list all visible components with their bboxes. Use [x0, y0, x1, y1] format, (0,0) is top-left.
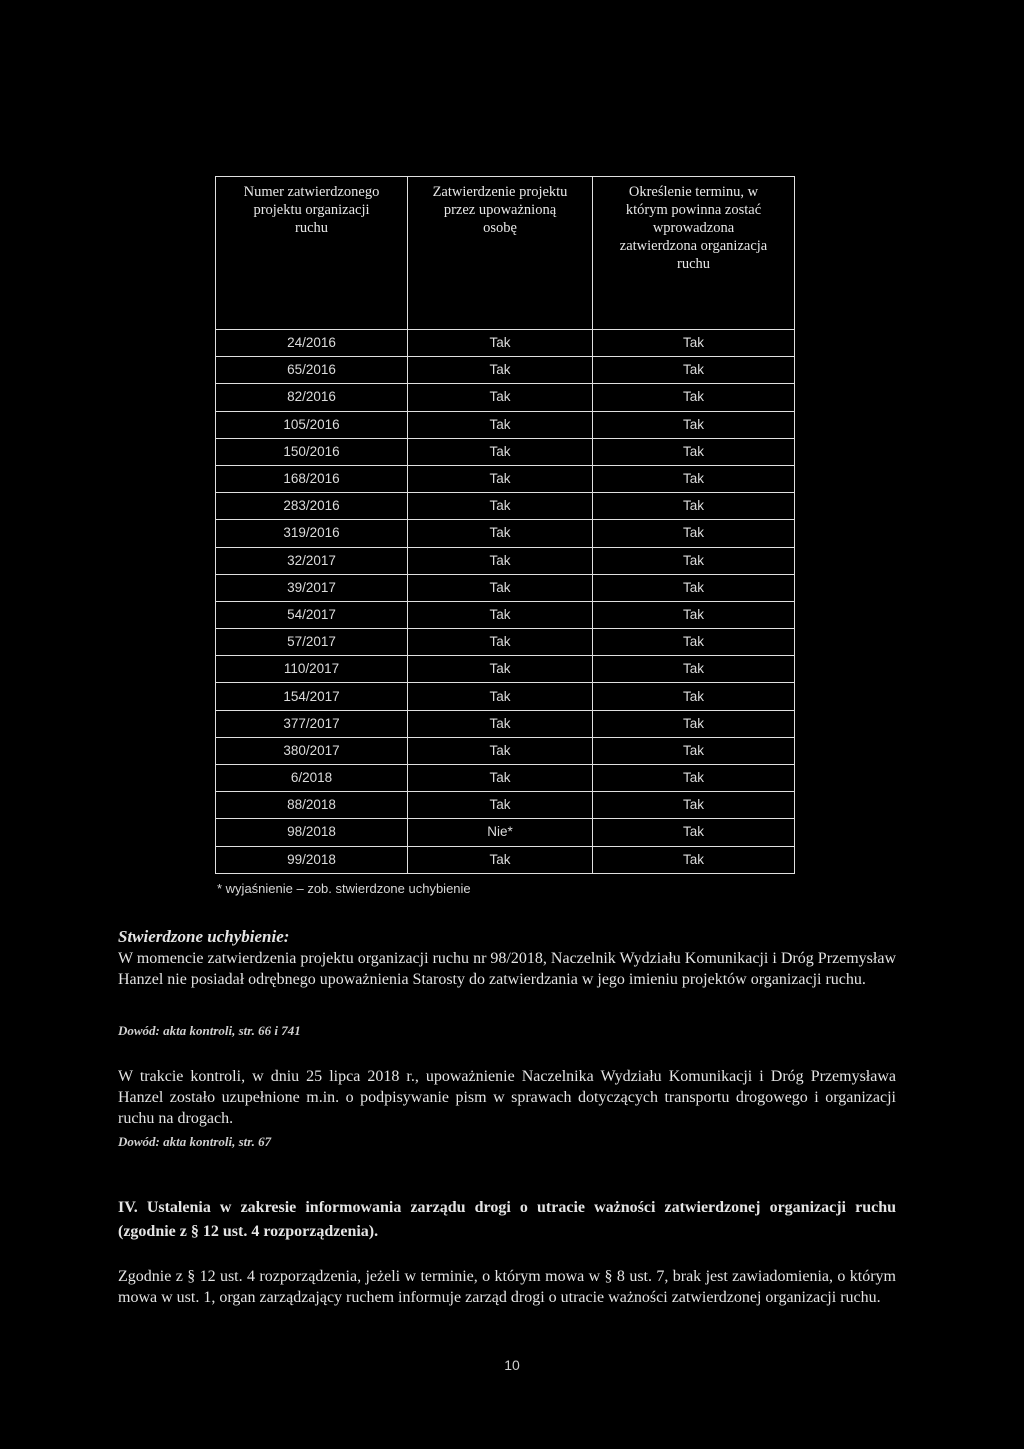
header-line: Zatwierdzenie projektu	[432, 184, 568, 200]
header-line: ruchu	[294, 220, 328, 236]
cell-approved: Tak	[408, 547, 593, 574]
cell-deadline-set: Tak	[593, 792, 795, 819]
header-cell-deadline	[593, 177, 795, 330]
cell-approved: Tak	[408, 601, 593, 628]
cell-deadline-set: Tak	[593, 384, 795, 411]
table-row	[216, 846, 795, 873]
header-line: osobę	[483, 220, 517, 236]
cell-project-number: 6/2018	[216, 765, 408, 792]
table-row	[216, 384, 795, 411]
table-row	[216, 547, 795, 574]
remedy-evidence: Dowód: akta kontroli, str. 67	[118, 1134, 272, 1149]
header-cell-number	[216, 177, 408, 330]
table-row	[216, 601, 795, 628]
finding-paragraph: W momencie zatwierdzenia projektu organizacji ruchu nr 98/2018, Naczelnik Wydziału Komunikacji i Dróg Przemysław Hanzel nie posiadał odrębnego upoważnienia Starosty do zatwierdzania w jego imieniu projektów organizacji ruchu.	[118, 950, 896, 988]
header-line: Numer zatwierdzonego	[243, 184, 380, 200]
cell-project-number: 98/2018	[216, 819, 408, 846]
remedy-paragraph: W trakcie kontroli, w dniu 25 lipca 2018 r., upoważnienie Naczelnika Wydziału Komunikacji i Dróg Przemysława Hanzel zostało uzupełnione m.in. o podpisywanie pism w sprawach dotyczących transportu drogowego i organizacji ruchu na drogach.	[118, 1068, 896, 1127]
cell-deadline-set: Tak	[593, 819, 795, 846]
cell-approved: Tak	[408, 465, 593, 492]
cell-approved: Tak	[408, 629, 593, 656]
cell-deadline-set: Tak	[593, 656, 795, 683]
cell-project-number: 168/2016	[216, 465, 408, 492]
table-row	[216, 765, 795, 792]
cell-project-number: 65/2016	[216, 357, 408, 384]
table-row	[216, 520, 795, 547]
cell-project-number: 39/2017	[216, 574, 408, 601]
header-line: przez upoważnioną	[443, 202, 557, 218]
cell-approved: Tak	[408, 656, 593, 683]
cell-project-number: 24/2016	[216, 330, 408, 357]
cell-deadline-set: Tak	[593, 737, 795, 764]
cell-deadline-set: Tak	[593, 574, 795, 601]
cell-project-number: 154/2017	[216, 683, 408, 710]
finding-heading: Stwierdzone uchybienie:	[118, 927, 290, 946]
table-row	[216, 330, 795, 357]
table-row	[216, 465, 795, 492]
table-row	[216, 737, 795, 764]
cell-deadline-set: Tak	[593, 547, 795, 574]
table-row	[216, 792, 795, 819]
cell-deadline-set: Tak	[593, 465, 795, 492]
cell-project-number: 150/2016	[216, 438, 408, 465]
cell-deadline-set: Tak	[593, 438, 795, 465]
cell-approved: Tak	[408, 574, 593, 601]
cell-project-number: 283/2016	[216, 493, 408, 520]
cell-deadline-set: Tak	[593, 710, 795, 737]
cell-approved: Tak	[408, 357, 593, 384]
finding-evidence: Dowód: akta kontroli, str. 66 i 741	[118, 1023, 301, 1038]
table-row	[216, 656, 795, 683]
cell-approved: Tak	[408, 710, 593, 737]
cell-approved: Tak	[408, 330, 593, 357]
cell-approved: Tak	[408, 846, 593, 873]
table-row	[216, 574, 795, 601]
cell-deadline-set: Tak	[593, 330, 795, 357]
table-footnote: * wyjaśnienie – zob. stwierdzone uchybienie	[217, 881, 471, 896]
header-line: Określenie terminu, w	[628, 184, 759, 200]
cell-deadline-set: Tak	[593, 765, 795, 792]
cell-approved: Nie*	[408, 819, 593, 846]
cell-project-number: 54/2017	[216, 601, 408, 628]
cell-approved: Tak	[408, 765, 593, 792]
cell-approved: Tak	[408, 683, 593, 710]
table-row	[216, 493, 795, 520]
cell-deadline-set: Tak	[593, 493, 795, 520]
table-row	[216, 683, 795, 710]
cell-deadline-set: Tak	[593, 601, 795, 628]
section-iv-paragraph: Zgodnie z § 12 ust. 4 rozporządzenia, jeżeli w terminie, o którym mowa w § 8 ust. 7, brak jest zawiadomienia, o którym mowa w ust. 1, organ zarządzający ruchem informuje zarząd drogi o utracie ważności zatwierdzonej organizacji ruchu.	[118, 1268, 896, 1306]
header-line: ruchu	[676, 256, 710, 272]
table-row	[216, 438, 795, 465]
cell-deadline-set: Tak	[593, 357, 795, 384]
header-line: projektu organizacji	[253, 202, 370, 218]
header-line: którym powinna zostać	[625, 202, 762, 218]
cell-deadline-set: Tak	[593, 629, 795, 656]
cell-project-number: 32/2017	[216, 547, 408, 574]
cell-approved: Tak	[408, 520, 593, 547]
header-line: wprowadzona	[652, 220, 735, 236]
header-cell-approval	[408, 177, 593, 330]
table-header-row	[216, 177, 795, 330]
cell-project-number: 99/2018	[216, 846, 408, 873]
header-line: zatwierdzona organizacja	[619, 238, 768, 254]
table-body	[216, 330, 795, 874]
cell-deadline-set: Tak	[593, 520, 795, 547]
cell-deadline-set: Tak	[593, 846, 795, 873]
table-row	[216, 411, 795, 438]
table-row	[216, 710, 795, 737]
table-row	[216, 357, 795, 384]
page-number: 10	[504, 1357, 520, 1373]
cell-approved: Tak	[408, 737, 593, 764]
cell-project-number: 110/2017	[216, 656, 408, 683]
approval-table	[215, 176, 795, 874]
cell-approved: Tak	[408, 411, 593, 438]
section-iv-heading: IV. Ustalenia w zakresie informowania zarządu drogi o utracie ważności zatwierdzonej organizacji ruchu (zgodnie z § 12 ust. 4 rozporządzenia).	[118, 1199, 896, 1240]
cell-project-number: 57/2017	[216, 629, 408, 656]
cell-approved: Tak	[408, 493, 593, 520]
cell-approved: Tak	[408, 384, 593, 411]
cell-project-number: 319/2016	[216, 520, 408, 547]
table-row	[216, 629, 795, 656]
table-row	[216, 819, 795, 846]
cell-project-number: 377/2017	[216, 710, 408, 737]
cell-project-number: 82/2016	[216, 384, 408, 411]
cell-project-number: 88/2018	[216, 792, 408, 819]
cell-project-number: 105/2016	[216, 411, 408, 438]
cell-project-number: 380/2017	[216, 737, 408, 764]
cell-deadline-set: Tak	[593, 683, 795, 710]
cell-deadline-set: Tak	[593, 411, 795, 438]
cell-approved: Tak	[408, 792, 593, 819]
cell-approved: Tak	[408, 438, 593, 465]
